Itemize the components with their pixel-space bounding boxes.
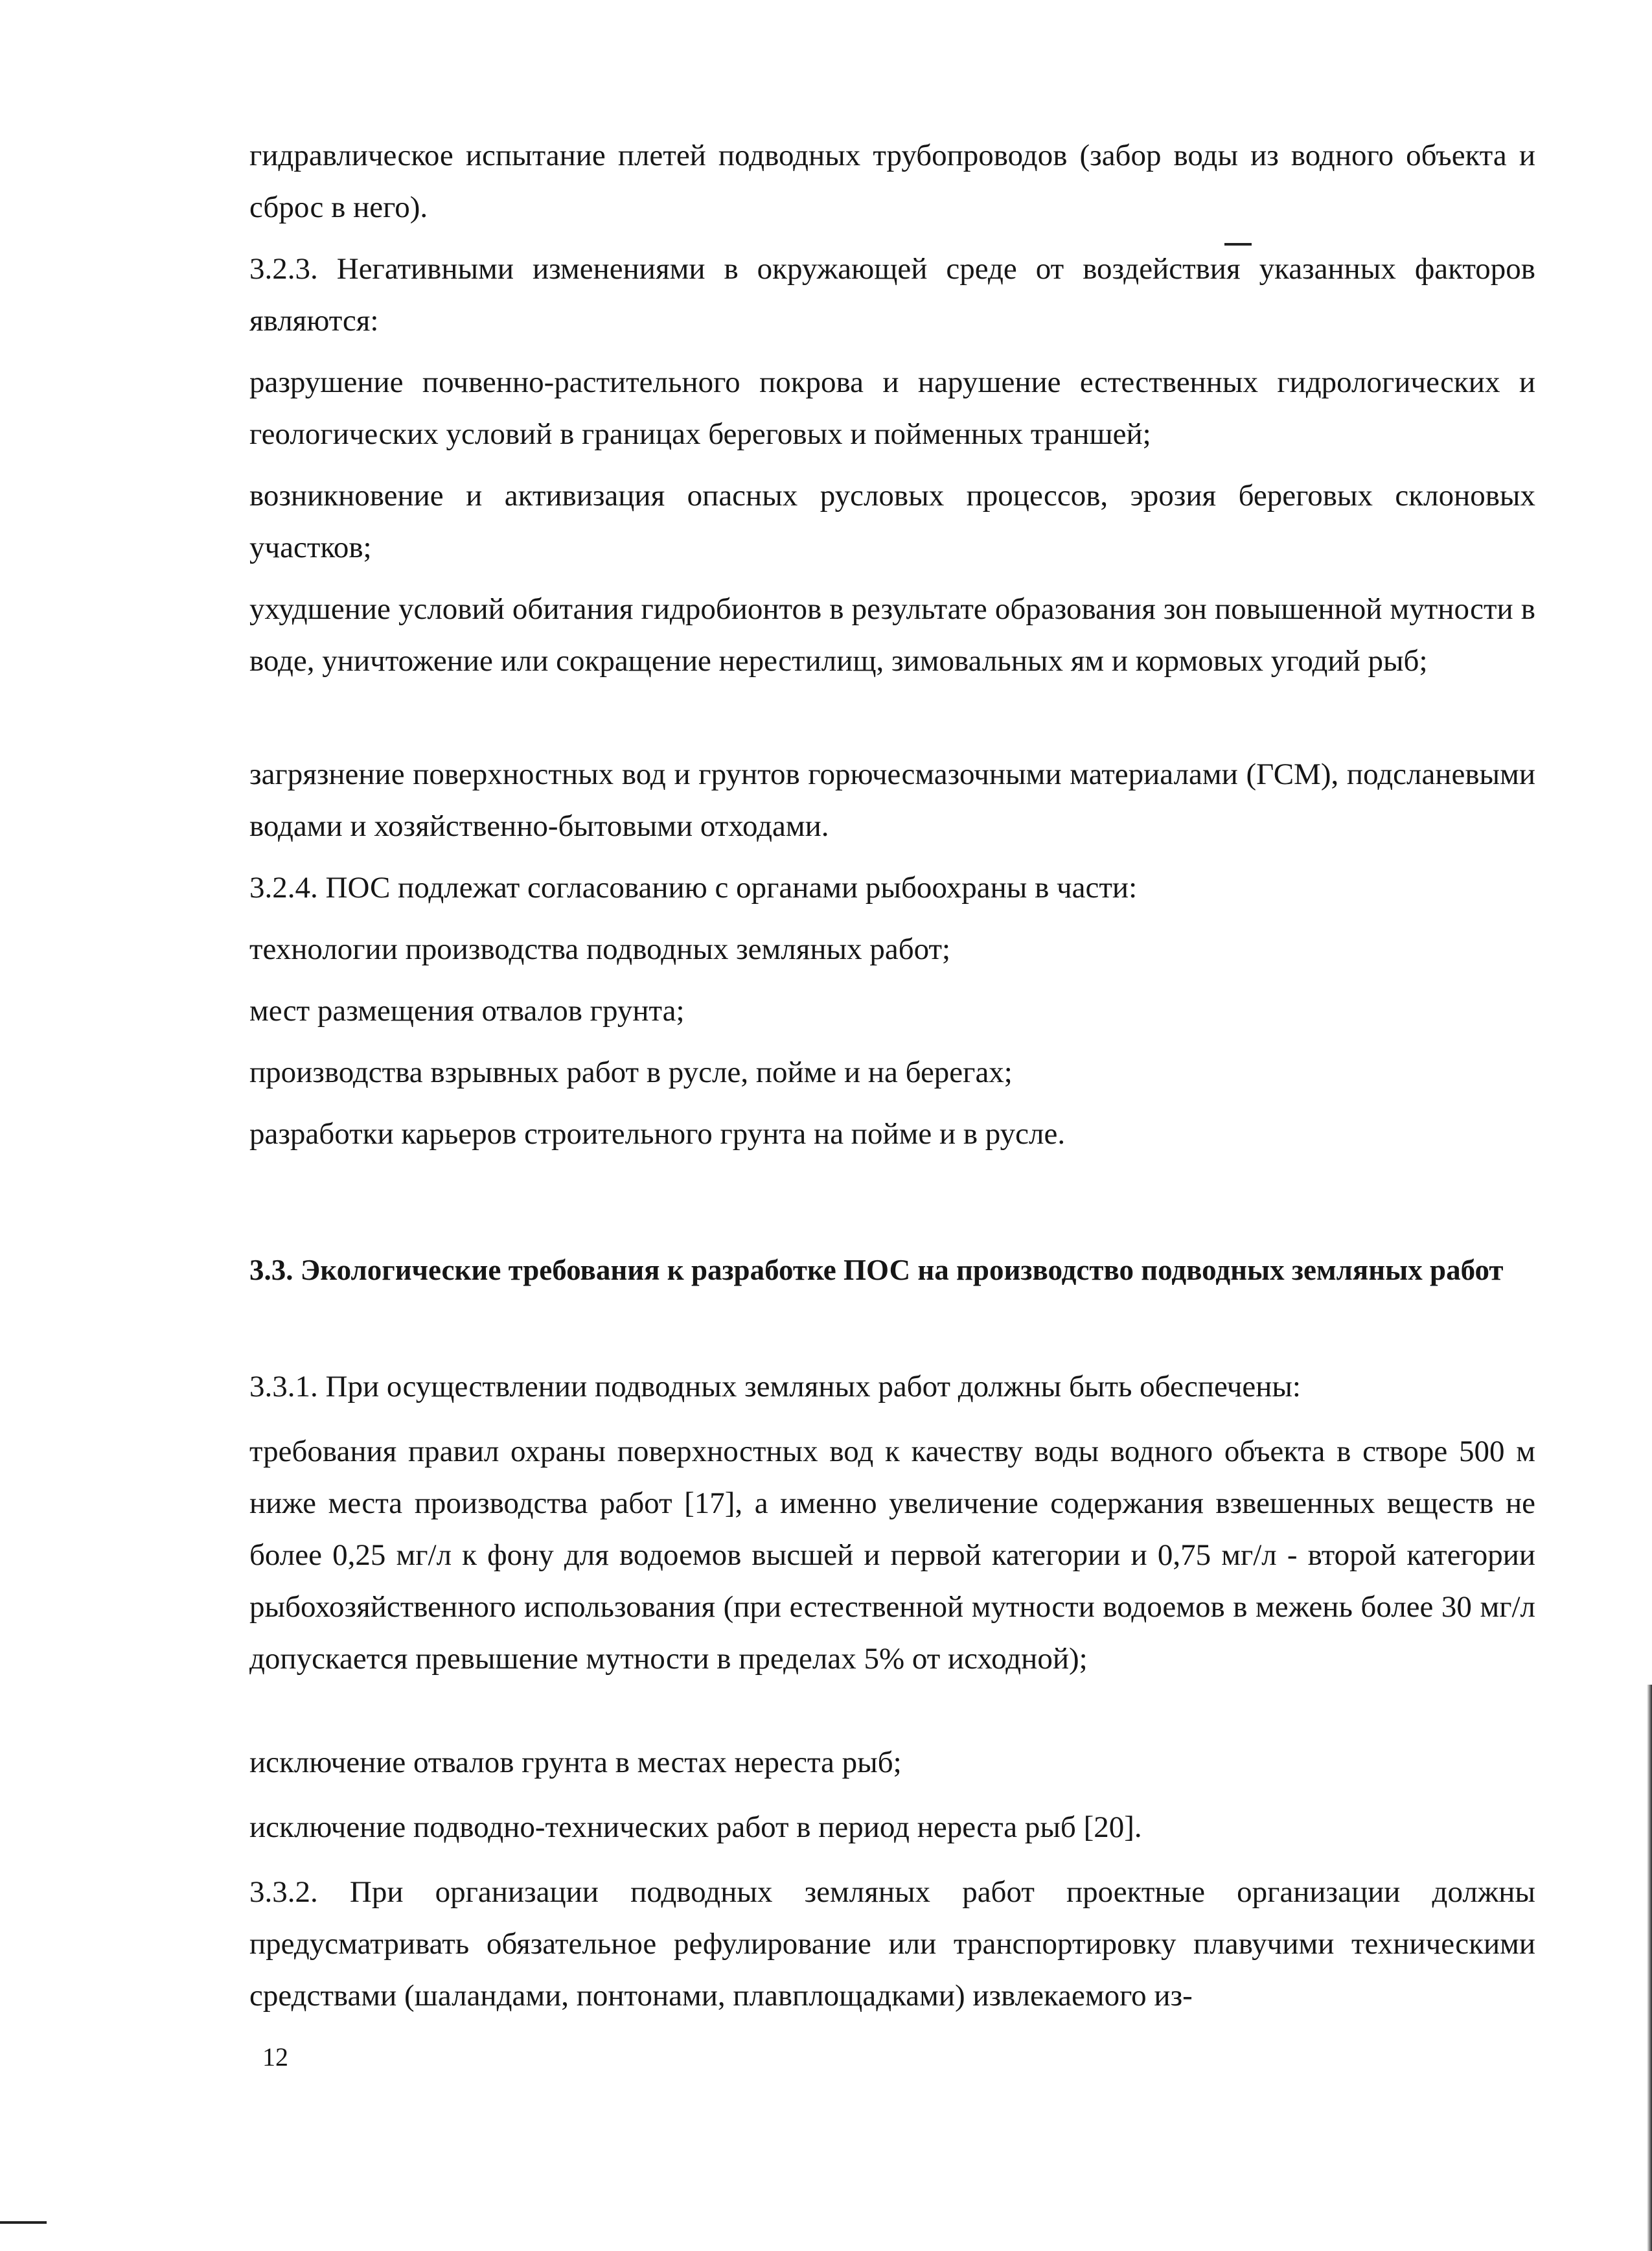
paragraph-no-works-spawning: исключение подводно-технических работ в период нереста рыб [20].: [249, 1810, 1142, 1844]
paragraph-3-3-2: 3.3.2. При организации подводных земляных работ проектные организации должны предусматривать обязательное рефулирование или транспортировку плавучими техническими средствами (шаландами, понтонами, плавплощадками) извлекаемого из-: [249, 1875, 1535, 2013]
paragraph-hydraulic-test: гидравлическое испытание плетей подводных трубопроводов (забор воды из водного объекта и сброс в него).: [249, 139, 1535, 224]
paragraph-channel-processes: возникновение и активизация опасных русловых процессов, эрозия береговых склоновых участков;: [249, 479, 1535, 564]
scan-edge-shadow: [1647, 1685, 1652, 2251]
paragraph-3-3-1: 3.3.1. При осуществлении подводных земляных работ должны быть обеспечены:: [249, 1370, 1301, 1403]
paragraph-blasting: производства взрывных работ в русле, пойме и на берегах;: [249, 1056, 1013, 1089]
paragraph-earthwork-technology: технологии производства подводных земляных работ;: [249, 932, 951, 966]
paragraph-pollution: загрязнение поверхностных вод и грунтов горючесмазочными материалами (ГСМ), подсланевыми водами и хозяйственно-бытовыми отходами.: [249, 757, 1535, 843]
scan-mark-bottom-left: [0, 2221, 47, 2224]
paragraph-soil-destruction: разрушение почвенно-растительного покрова и нарушение естественных гидрологических и геологических условий в границах береговых и пойменных траншей;: [249, 365, 1535, 451]
section-heading-3-3: 3.3. Экологические требования к разработке ПОС на производство подводных земляных работ: [249, 1254, 1504, 1286]
paragraph-dump-placement: мест размещения отвалов грунта;: [249, 994, 685, 1028]
scan-mark-top: [1224, 243, 1252, 246]
paragraph-no-dumps-spawning: исключение отвалов грунта в местах нереста рыб;: [249, 1746, 902, 1779]
paragraph-3-2-3: 3.2.3. Негативными изменениями в окружающей среде от воздействия указанных факторов являются:: [249, 252, 1535, 338]
page-number: 12: [262, 2042, 288, 2072]
paragraph-3-2-4: 3.2.4. ПОС подлежат согласованию с органами рыбоохраны в части:: [249, 871, 1138, 905]
paragraph-water-quality: требования правил охраны поверхностных вод к качеству воды водного объекта в створе 500 м ниже места производства работ [17], а именно увеличение содержания взвешенных веществ не более 0,25 мг/л к фону для водоемов высшей и первой категории и 0,75 мг/л - второй категории рыбохозяйственного использования (при естественной мутности водоемов в межень более 30 мг/л допускается превышение мутности в пределах 5% от исходной);: [249, 1435, 1535, 1676]
paragraph-quarries: разработки карьеров строительного грунта на пойме и в русле.: [249, 1117, 1066, 1151]
paragraph-hydrobionts: ухудшение условий обитания гидробионтов в результате образования зон повышенной мутности в воде, уничтожение или сокращение нерестилищ, зимовальных ям и кормовых угодий рыб;: [249, 592, 1535, 678]
